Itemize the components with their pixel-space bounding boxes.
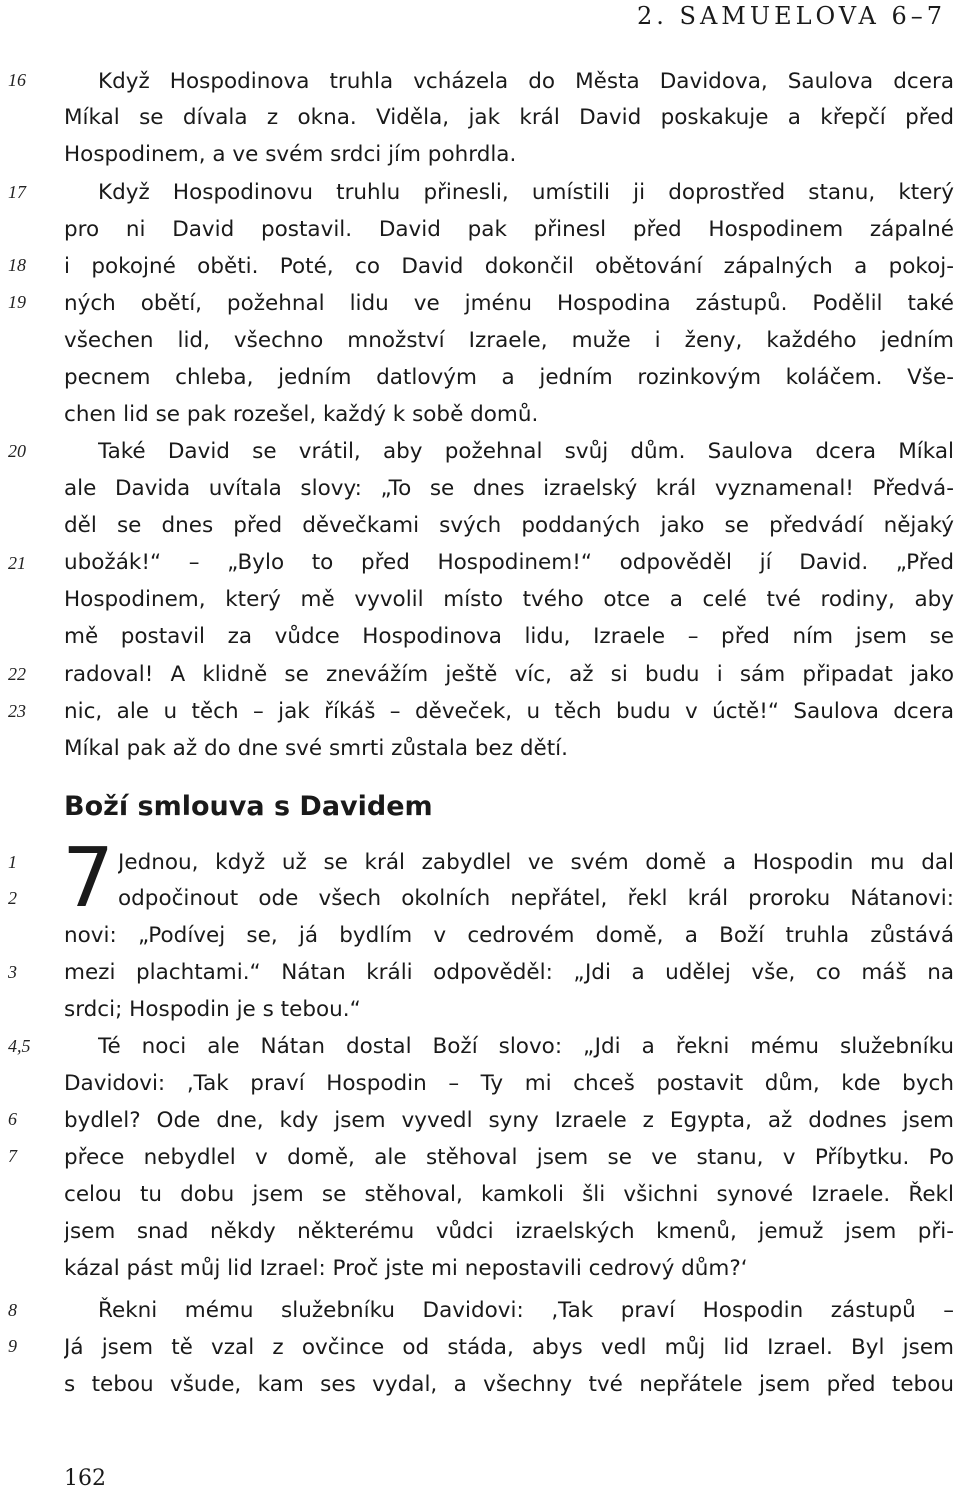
text-line: přece nebydlel v domě, ale stěhoval jsem se ve stanu, v Příbytku. Po	[64, 1145, 954, 1170]
text-line: srdci; Hospodin je s tebou.“	[64, 997, 361, 1022]
text-line: nic, ale u těch – jak říkáš – děveček, u těch budu v úctě!“ Saulova dcera	[64, 699, 954, 724]
verse-number: 1	[8, 852, 17, 872]
page-number: 162	[64, 1466, 106, 1491]
text-line: Když Hospodinova truhla vcházela do Města Davidova, Saulova dcera	[98, 69, 954, 94]
verse-number: 9	[8, 1336, 17, 1356]
verse-number: 17	[8, 182, 26, 202]
text-line: Když Hospodinovu truhlu přinesli, umístili ji doprostřed stanu, který	[98, 180, 954, 205]
text-line: chen lid se pak rozešel, každý k sobě domů.	[64, 402, 539, 427]
text-line: ale Davida uvítala slovy: „To se dnes izraelský král vyznamenal! Předvá-	[64, 476, 954, 501]
chapter-drop-cap: 7	[62, 831, 115, 926]
text-line: Té noci ale Nátan dostal Boží slovo: „Jdi a řekni mému služebníku	[98, 1034, 954, 1059]
verse-number: 20	[8, 441, 26, 461]
verse-number: 6	[8, 1109, 17, 1129]
section-heading: Boží smlouva s Davidem	[64, 791, 433, 822]
text-line: Také David se vrátil, aby požehnal svůj dům. Saulova dcera Míkal	[98, 439, 954, 464]
verse-number: 18	[8, 255, 26, 275]
verse-number: 16	[8, 70, 26, 90]
verse-number: 2	[8, 888, 17, 908]
text-line: odpočinout ode všech okolních nepřátel, řekl král proroku Nátanovi:	[118, 886, 954, 911]
text-line: Jednou, když už se král zabydlel ve svém domě a Hospodin mu dal	[118, 850, 954, 875]
text-line: Řekni mému služebníku Davidovi: ‚Tak praví Hospodin zástupů –	[98, 1298, 954, 1323]
text-line: jsem snad někdy některému vůdci izraelských kmenů, jemuž jsem při-	[64, 1219, 954, 1244]
verse-number: 3	[8, 962, 17, 982]
text-line: Hospodinem, a ve svém srdci jím pohrdla.	[64, 142, 517, 167]
text-line: pecnem chleba, jedním datlovým a jedním rozinkovým koláčem. Vše-	[64, 365, 954, 390]
text-line: bydlel? Ode dne, kdy jsem vyvedl syny Izraele z Egypta, až dodnes jsem	[64, 1108, 954, 1133]
verse-number: 8	[8, 1300, 17, 1320]
text-line: kázal pást můj lid Izrael: Proč jste mi nepostavili cedrový dům?‘	[64, 1256, 748, 1281]
verse-number: 23	[8, 701, 26, 721]
text-line: Davidovi: ‚Tak praví Hospodin – Ty mi chceš postavit dům, kde bych	[64, 1071, 954, 1096]
text-line: s tebou všude, kam ses vydal, a všechny tvé nepřátele jsem před tebou	[64, 1372, 954, 1397]
verse-number: 7	[8, 1146, 17, 1166]
text-line: pro ni David postavil. David pak přinesl před Hospodinem zápalné	[64, 217, 954, 242]
verse-number: 22	[8, 664, 26, 684]
verse-number: 4,5	[8, 1036, 31, 1056]
text-line: i pokojné oběti. Poté, co David dokončil obětování zápalných a pokoj-	[64, 254, 954, 279]
verse-number: 21	[8, 553, 26, 573]
text-line: Míkal se dívala z okna. Viděla, jak král David poskakuje a křepčí před	[64, 105, 954, 130]
text-line: ných obětí, požehnal lidu ve jménu Hospodina zástupů. Podělil také	[64, 291, 954, 316]
text-line: mezi plachtami.“ Nátan králi odpověděl: „Jdi a udělej vše, co máš na	[64, 960, 954, 985]
text-line: Já jsem tě vzal z ovčince od stáda, abys vedl můj lid Izrael. Byl jsem	[64, 1335, 954, 1360]
text-line: Míkal pak až do dne své smrti zůstala bez dětí.	[64, 736, 568, 761]
text-line: radoval! A klidně se znevážím ještě víc, až si budu i sám připadat jako	[64, 662, 954, 687]
text-line: ubožák!“ – „Bylo to před Hospodinem!“ odpověděl jí David. „Před	[64, 550, 954, 575]
text-line: všechen lid, všechno množství Izraele, muže i ženy, každého jedním	[64, 328, 954, 353]
text-line: novi: „Podívej se, já bydlím v cedrovém domě, a Boží truhla zůstává	[64, 923, 954, 948]
text-line: děl se dnes před děvečkami svých poddaných jako se předvádí nějaký	[64, 513, 954, 538]
text-line: mě postavil za vůdce Hospodinova lidu, Izraele – před ním jsem se	[64, 624, 954, 649]
text-line: Hospodinem, který mě vyvolil místo tvého otce a celé tvé rodiny, aby	[64, 587, 954, 612]
text-line: celou tu dobu jsem se stěhoval, kamkoli šli všichni synové Izraele. Řekl	[64, 1182, 954, 1207]
verse-number: 19	[8, 292, 26, 312]
running-head: 2. SAMUELOVA 6–7	[636, 2, 946, 30]
